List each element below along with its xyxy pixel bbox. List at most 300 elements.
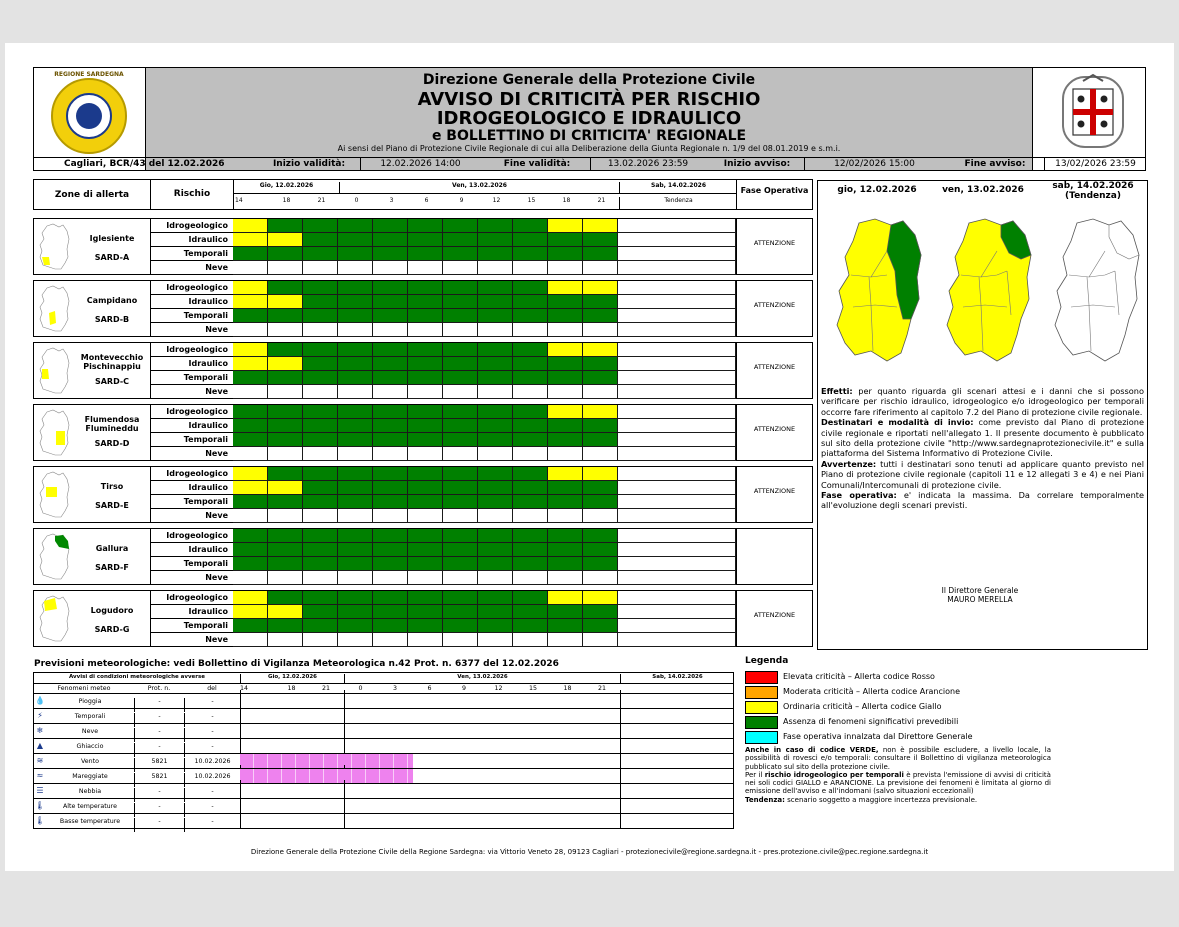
criticity-cell (478, 447, 513, 461)
criticity-cell (338, 261, 373, 275)
risk-label-idrogeologico: Idrogeologico (150, 343, 233, 357)
criticity-cell (443, 467, 478, 481)
criticity-cell (233, 619, 268, 633)
risk-label-neve: Neve (150, 509, 233, 523)
fog-icon: ☰ (36, 786, 44, 795)
criticity-cell (548, 447, 583, 461)
criticity-cell (338, 529, 373, 543)
risk-label-temporali: Temporali (150, 557, 233, 571)
criticity-cell (548, 571, 583, 585)
org-name: Direzione Generale della Protezione Civile (422, 72, 756, 88)
zone-map-icon (37, 347, 71, 395)
criticity-cell (478, 233, 513, 247)
criticity-cell (303, 261, 338, 275)
trend-cell (618, 357, 736, 371)
criticity-cell (303, 343, 338, 357)
criticity-cell (443, 591, 478, 605)
hour-label: 15 (527, 197, 536, 204)
criticity-cell (233, 357, 268, 371)
criticity-cell (513, 619, 548, 633)
criticity-cell (373, 357, 408, 371)
meteo-day1: Gio, 12.02.2026 (240, 674, 344, 683)
map-day3-sub: (Tendenza) (1065, 191, 1121, 201)
meteo-hour: 18 (287, 685, 296, 692)
criticity-cell (443, 495, 478, 509)
criticity-cell (443, 433, 478, 447)
criticity-cell (443, 557, 478, 571)
map-day3-date: sab, 14.02.2026 (1052, 181, 1134, 191)
criticity-cell (233, 633, 268, 647)
criticity-cell (303, 309, 338, 323)
zone-map-icon (37, 223, 71, 271)
criticity-cell (408, 295, 443, 309)
criticity-cell (408, 481, 443, 495)
criticity-cell (303, 619, 338, 633)
criticity-cell (583, 619, 618, 633)
criticity-cell (268, 323, 303, 337)
note1-text: non è possibile escludere, a livello locale, la possibilità di rovesci e/o temporali: consultare il Bollettino di vigilanza meteorologica pubblicato sul sito della protezione civile. (745, 746, 1051, 771)
trend-cell (618, 309, 736, 323)
legend-swatch (745, 686, 778, 699)
col-risk-header: Rischio (150, 180, 233, 209)
criticity-cell (233, 295, 268, 309)
rain-icon: 💧 (35, 696, 45, 705)
criticity-cell (303, 467, 338, 481)
hour-label: 18 (282, 197, 291, 204)
criticity-cell (303, 543, 338, 557)
meteo-alert-bar (240, 769, 413, 783)
logo-lettering: REGIONE SARDEGNA (54, 71, 124, 78)
title-line-3: e BOLLETTINO DI CRITICITA' REGIONALE (431, 128, 747, 144)
meteo-del: 10.02.2026 (184, 773, 240, 787)
criticity-cell (373, 419, 408, 433)
wave-icon: ≈ (36, 771, 44, 780)
criticity-cell (513, 591, 548, 605)
title-line-2: IDROGEOLOGICO E IDRAULICO (436, 108, 742, 129)
zone-name: Campidano (86, 296, 138, 305)
criticity-cell (303, 385, 338, 399)
criticity-cell (443, 385, 478, 399)
criticity-cell (583, 247, 618, 261)
zone-map-icon (37, 533, 71, 581)
criticity-cell (583, 323, 618, 337)
criticity-cell (338, 323, 373, 337)
hour-label: 21 (317, 197, 326, 204)
criticity-cell (303, 481, 338, 495)
fase-label: Fase operativa: (821, 490, 897, 501)
zone-code: SARD-D (94, 439, 130, 448)
criticity-cell (408, 309, 443, 323)
criticity-cell (583, 343, 618, 357)
criticity-cell (303, 295, 338, 309)
criticity-cell (233, 219, 268, 233)
criticity-cell (233, 385, 268, 399)
criticity-cell (443, 419, 478, 433)
criticity-cell (513, 557, 548, 571)
criticity-cell (268, 247, 303, 261)
zone-code: SARD-B (94, 315, 130, 324)
risk-label-idraulico: Idraulico (150, 543, 233, 557)
criticity-cell (583, 633, 618, 647)
meteo-hour: 3 (392, 685, 397, 692)
high-temp-icon: 🌡 (34, 801, 46, 810)
zone-code: SARD-E (95, 501, 129, 510)
day3-header: Sab, 14.02.2026 (619, 182, 737, 193)
criticity-cell (478, 385, 513, 399)
col-del: del (207, 685, 217, 692)
criticity-cell (373, 557, 408, 571)
dest-text: come previsto dal Piano di protezione civile regionale e riportati nell'allegato 1. Il presente documento è pubblicato sul sito della protezione civile "http://www.sardegnaprotezionecivile.it" e sulla piattaforma del Sistema Informativo di Protezione Civile. (821, 417, 1144, 459)
criticity-cell (408, 633, 443, 647)
criticity-cell (478, 529, 513, 543)
criticity-cell (338, 591, 373, 605)
zone-sard-f (33, 528, 813, 585)
meteo-del: - (184, 803, 240, 817)
criticity-cell (443, 509, 478, 523)
risk-label-temporali: Temporali (150, 247, 233, 261)
director-signature (885, 586, 1075, 604)
criticity-cell (338, 509, 373, 523)
risk-label-neve: Neve (150, 633, 233, 647)
criticity-cell (303, 447, 338, 461)
criticity-cell (408, 529, 443, 543)
criticity-cell (478, 219, 513, 233)
zone-name: Montevecchio Pischinappiu (80, 353, 144, 371)
criticity-cell (478, 419, 513, 433)
meteo-alert-bar (240, 754, 413, 768)
meteo-prot: - (134, 698, 184, 712)
zone-code: SARD-F (95, 563, 129, 572)
dest-label: Destinatari e modalità di invio: (821, 417, 974, 428)
hour-label: 9 (459, 197, 464, 204)
criticity-cell (478, 309, 513, 323)
legend-text: Assenza di fenomeni significativi prevedibili (783, 717, 959, 726)
criticity-cell (268, 543, 303, 557)
trend-cell (618, 467, 736, 481)
criticity-cell (373, 481, 408, 495)
risk-label-idraulico: Idraulico (150, 295, 233, 309)
zone-sard-d (33, 404, 813, 461)
legal-subtitle: Ai sensi del Piano di Protezione Civile Regionale di cui alla Deliberazione della Giunta Regionale n. 1/9 del 08.01.2019 e s.m.i. (337, 144, 841, 153)
criticity-cell (303, 323, 338, 337)
snow-icon: ❄ (36, 726, 44, 735)
criticity-cell (233, 247, 268, 261)
meteo-row (34, 784, 734, 799)
criticity-cell (268, 343, 303, 357)
col-phase-header: Fase Operativa (740, 186, 809, 195)
criticity-cell (478, 281, 513, 295)
criticity-cell (548, 495, 583, 509)
col-fenomeni: Fenomeni meteo (57, 685, 111, 692)
criticity-cell (268, 433, 303, 447)
trend-cell (618, 433, 736, 447)
trend-cell (618, 447, 736, 461)
criticity-cell (408, 233, 443, 247)
trend-cell (618, 605, 736, 619)
criticity-cell (373, 543, 408, 557)
risk-label-idraulico: Idraulico (150, 357, 233, 371)
validity-end-label: Fine validità: (503, 159, 571, 169)
effetti-text: per quanto riguarda gli scenari attesi e i danni che si possono verificare per rischio idraulico, idrogeologico e/o idrogeologico per temporali occorre fare riferimento al capitolo 7.2 del Piano di protezione civile regionale. (821, 386, 1144, 417)
criticity-cell (338, 467, 373, 481)
criticity-cell (478, 571, 513, 585)
criticity-cell (268, 619, 303, 633)
trend-cell (618, 571, 736, 585)
criticity-cell (233, 543, 268, 557)
risk-label-idraulico: Idraulico (150, 233, 233, 247)
criticity-cell (233, 467, 268, 481)
criticity-cell (478, 247, 513, 261)
criticity-cell (408, 371, 443, 385)
criticity-cell (513, 385, 548, 399)
criticity-cell (443, 481, 478, 495)
criticity-cell (548, 323, 583, 337)
criticity-cell (513, 467, 548, 481)
criticity-cell (408, 385, 443, 399)
criticity-cell (513, 233, 548, 247)
trend-cell (618, 405, 736, 419)
zone-sard-e (33, 466, 813, 523)
criticity-cell (303, 509, 338, 523)
criticity-cell (268, 419, 303, 433)
criticity-cell (548, 261, 583, 275)
criticity-cell (583, 281, 618, 295)
criticity-cell (443, 357, 478, 371)
criticity-cell (583, 419, 618, 433)
risk-label-temporali: Temporali (150, 495, 233, 509)
criticity-cell (548, 405, 583, 419)
criticity-cell (373, 571, 408, 585)
zone-phase: ATTENZIONE (753, 363, 796, 371)
criticity-cell (373, 529, 408, 543)
criticity-cell (268, 591, 303, 605)
hour-label: 12 (492, 197, 501, 204)
criticity-cell (233, 405, 268, 419)
criticity-cell (373, 281, 408, 295)
criticity-cell (443, 323, 478, 337)
criticity-cell (373, 309, 408, 323)
legend-swatch (745, 701, 778, 714)
criticity-cell (303, 281, 338, 295)
criticity-cell (303, 495, 338, 509)
risk-label-idraulico: Idraulico (150, 419, 233, 433)
criticity-cell (443, 343, 478, 357)
zone-sard-c (33, 342, 813, 399)
legend-title: Legenda (745, 656, 789, 666)
criticity-cell (233, 495, 268, 509)
criticity-cell (478, 261, 513, 275)
criticity-cell (268, 495, 303, 509)
criticity-cell (408, 247, 443, 261)
notes-text (821, 386, 1144, 511)
criticity-cell (548, 591, 583, 605)
criticity-cell (233, 557, 268, 571)
meteo-phenomenon: Nebbia (78, 788, 102, 795)
criticity-cell (583, 447, 618, 461)
criticity-cell (478, 605, 513, 619)
hour-label: 18 (562, 197, 571, 204)
meteo-hour: 21 (597, 685, 606, 692)
criticity-cell (233, 261, 268, 275)
criticity-cell (513, 447, 548, 461)
hour-label: 14 (235, 197, 243, 204)
criticity-cell (338, 233, 373, 247)
criticity-cell (513, 633, 548, 647)
criticity-cell (338, 219, 373, 233)
meteo-prot: 5821 (134, 773, 184, 787)
criticity-cell (408, 419, 443, 433)
criticity-cell (408, 591, 443, 605)
meteo-phenomenon: Mareggiate (72, 773, 108, 780)
criticity-cell (443, 309, 478, 323)
criticity-cell (548, 343, 583, 357)
criticity-cell (303, 529, 338, 543)
criticity-cell (268, 571, 303, 585)
criticity-cell (373, 295, 408, 309)
criticity-cell (583, 219, 618, 233)
criticity-cell (268, 281, 303, 295)
criticity-cell (303, 405, 338, 419)
criticity-cell (548, 309, 583, 323)
criticity-cell (303, 557, 338, 571)
criticity-cell (548, 433, 583, 447)
criticity-cell (268, 219, 303, 233)
criticity-cell (338, 295, 373, 309)
criticity-cell (513, 543, 548, 557)
validity-start: 12.02.2026 14:00 (360, 158, 480, 170)
criticity-cell (408, 467, 443, 481)
validity-info-row (33, 157, 1146, 171)
criticity-cell (233, 605, 268, 619)
criticity-cell (373, 323, 408, 337)
trend-cell (618, 543, 736, 557)
storm-icon: ⚡ (37, 711, 43, 720)
criticity-cell (268, 467, 303, 481)
meteo-prot: - (134, 788, 184, 802)
criticity-cell (408, 619, 443, 633)
criticity-cell (513, 295, 548, 309)
criticity-cell (583, 309, 618, 323)
criticity-cell (233, 509, 268, 523)
meteo-phenomenon: Pioggia (78, 698, 102, 705)
director-title: Il Direttore Generale (941, 586, 1019, 595)
trend-cell (618, 219, 736, 233)
criticity-cell (513, 247, 548, 261)
meteo-hour-labels (240, 685, 620, 693)
trend-cell (618, 343, 736, 357)
criticity-cell (513, 357, 548, 371)
low-temp-icon: 🌡 (34, 816, 46, 825)
hour-label: 3 (389, 197, 394, 204)
criticity-cell (583, 295, 618, 309)
criticity-cell (373, 591, 408, 605)
criticity-cell (478, 619, 513, 633)
criticity-cell (373, 343, 408, 357)
criticity-cell (408, 509, 443, 523)
trend-cell (618, 419, 736, 433)
zone-map-icon (37, 595, 71, 643)
criticity-cell (583, 529, 618, 543)
notice-end-label: Fine avviso: (964, 159, 1026, 169)
criticity-cell (478, 481, 513, 495)
risk-label-idraulico: Idraulico (150, 605, 233, 619)
meteo-phenomenon: Neve (81, 728, 99, 735)
legend-swatch (745, 716, 778, 729)
criticity-cell (303, 633, 338, 647)
day1-header: Gio, 12.02.2026 (259, 182, 314, 189)
meteo-hour: 12 (494, 685, 503, 692)
criticity-cell (548, 419, 583, 433)
risk-label-idrogeologico: Idrogeologico (150, 591, 233, 605)
trend-cell (618, 619, 736, 633)
col-zone-header: Zone di allerta (54, 190, 130, 200)
meteo-del: - (184, 698, 240, 712)
criticity-cell (338, 557, 373, 571)
criticity-cell (513, 529, 548, 543)
criticity-cell (443, 219, 478, 233)
criticity-cell (408, 557, 443, 571)
criticity-cell (338, 433, 373, 447)
zone-sard-b (33, 280, 813, 337)
meteo-del: - (184, 788, 240, 802)
criticity-cell (268, 481, 303, 495)
meteo-hour: 18 (563, 685, 572, 692)
criticity-cell (548, 357, 583, 371)
criticity-cell (513, 309, 548, 323)
risk-label-neve: Neve (150, 261, 233, 275)
zone-name: Tirso (100, 482, 124, 491)
criticity-cell (583, 509, 618, 523)
criticity-cell (408, 447, 443, 461)
meteo-prot: 5821 (134, 758, 184, 772)
criticity-cell (303, 571, 338, 585)
note3-text: scenario soggetto a maggiore incertezza previsionale. (787, 795, 978, 804)
zone-name: Gallura (95, 544, 129, 553)
criticity-cell (583, 605, 618, 619)
trend-cell (618, 481, 736, 495)
criticity-cell (233, 419, 268, 433)
director-name: MAURO MERELLA (947, 595, 1013, 604)
meteo-prot: - (134, 803, 184, 817)
criticity-cell (338, 419, 373, 433)
hour-label: 0 (354, 197, 359, 204)
criticity-cell (268, 405, 303, 419)
criticity-cell (373, 385, 408, 399)
criticity-cell (338, 605, 373, 619)
criticity-cell (408, 433, 443, 447)
meteo-hour: 0 (358, 685, 363, 692)
risk-label-idrogeologico: Idrogeologico (150, 467, 233, 481)
criticity-cell (268, 233, 303, 247)
meteo-row (34, 754, 734, 769)
criticity-cell (338, 247, 373, 261)
map-day2 (941, 215, 1037, 365)
risk-label-neve: Neve (150, 571, 233, 585)
meteo-title: Previsioni meteorologiche: vedi Bollettino di Vigilanza Meteorologica n.42 Prot. n. 6377 del 12.02.2026 (34, 659, 559, 669)
criticity-cell (478, 343, 513, 357)
avvisi-subheader: Avvisi di condizioni meteorologiche avverse (68, 674, 205, 680)
criticity-cell (513, 261, 548, 275)
map-day2-label: ven, 13.02.2026 (942, 185, 1024, 195)
criticity-cell (268, 557, 303, 571)
criticity-cell (338, 495, 373, 509)
zone-phase: ATTENZIONE (753, 239, 796, 247)
criticity-cell (583, 495, 618, 509)
meteo-phenomenon: Temporali (74, 713, 106, 720)
notice-start-label: Inizio avviso: (723, 159, 791, 169)
criticity-cell (268, 509, 303, 523)
criticity-cell (408, 281, 443, 295)
